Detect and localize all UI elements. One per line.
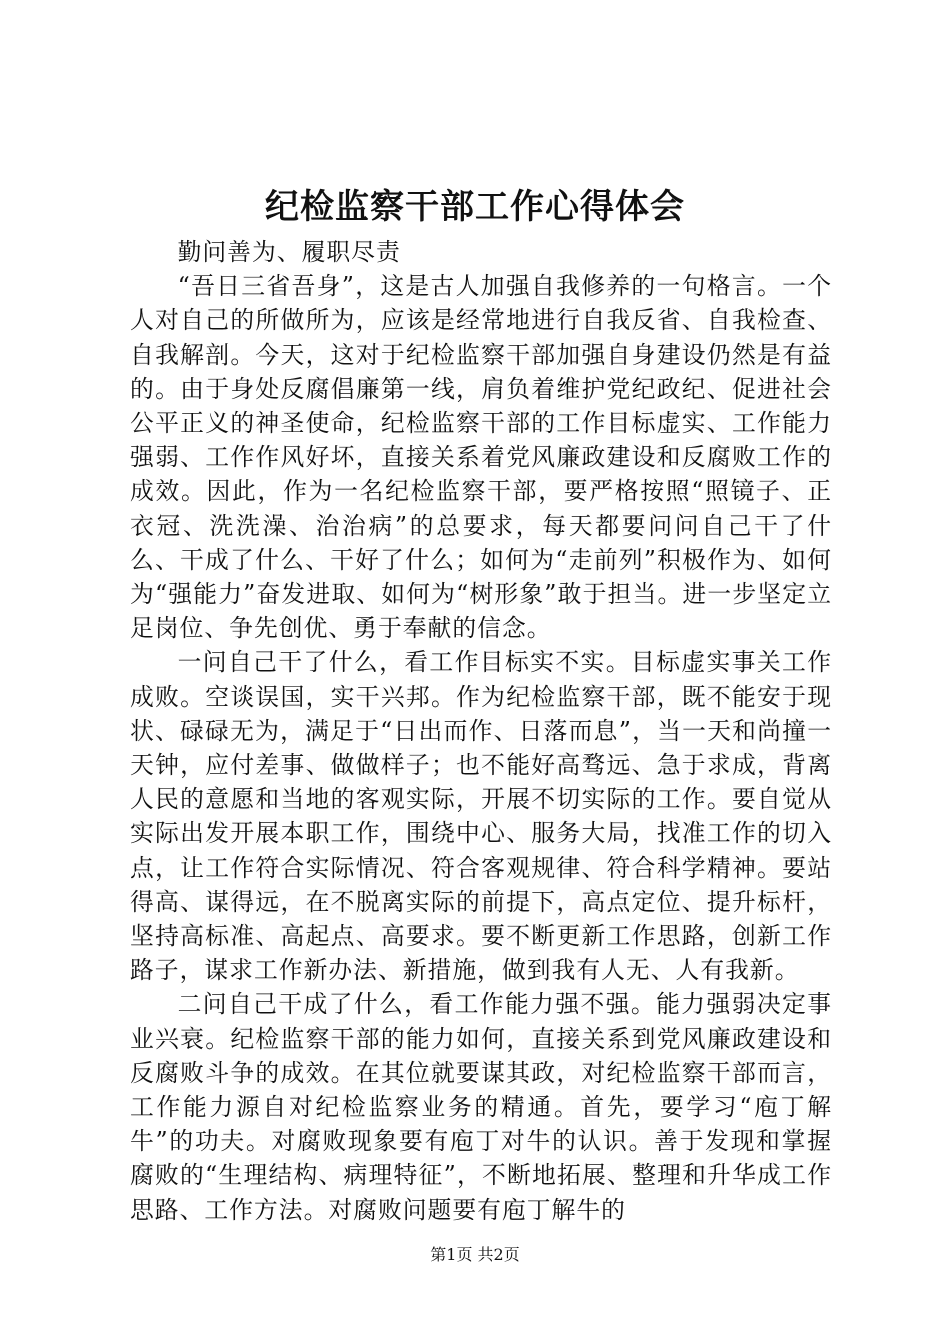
paragraph-subtitle: 勤问善为、履职尽责: [177, 238, 401, 266]
document-body: [130, 235, 832, 1227]
page-number-footer: 第1页 共2页: [430, 1245, 520, 1264]
document-title: 纪检监察干部工作心得体会: [265, 187, 685, 227]
paragraph: 二问自己干成了什么，看工作能力强不强。能力强弱决定事业兴衰。纪检监察干部的能力如何，直接关系到党风廉政建设和反腐败斗争的成效。在其位就要谋其政，对纪检监察干部而言，工作能力源自对纪检监察业务的精通。首先，要学习“庖丁解牛”的功夫。对腐败现象要有庖丁对牛的认识。善于发现和掌握腐败的“生理结构、病理特征”，不断地拓展、整理和升华成工作思路、工作方法。对腐败问题要有庖丁解牛的: [130, 990, 832, 1224]
paragraph: “吾日三省吾身”，这是古人加强自我修养的一句格言。一个人对自己的所做所为，应该是经常地进行自我反省、自我检查、自我解剖。今天，这对于纪检监察干部加强自身建设仍然是有益的。由于身处反腐倡廉第一线，肩负着维护党纪政纪、促进社会公平正义的神圣使命，纪检监察干部的工作目标虚实、工作能力强弱、工作作风好坏，直接关系着党风廉政建设和反腐败工作的成效。因此，作为一名纪检监察干部，要严格按照“照镜子、正衣冠、洗洗澡、治治病”的总要求，每天都要问问自己干了什么、干成了什么、干好了什么；如何为“走前列”积极作为、如何为“强能力”奋发进取、如何为“树形象”敢于担当。进一步坚定立足岗位、争先创优、勇于奉献的信念。: [130, 272, 832, 643]
paragraph: 一问自己干了什么，看工作目标实不实。目标虚实事关工作成败。空谈误国，实干兴邦。作为纪检监察干部，既不能安于现状、碌碌无为，满足于“日出而作、日落而息”，当一天和尚撞一天钟，应付差事、做做样子；也不能好高骛远、急于求成，背离人民的意愿和当地的客观实际，开展不切实际的工作。要自觉从实际出发开展本职工作，围绕中心、服务大局，找准工作的切入点，让工作符合实际情况、符合客观规律、符合科学精神。要站得高、谋得远，在不脱离实际的前提下，高点定位、提升标杆，坚持高标准、高起点、高要求。要不断更新工作思路，创新工作路子，谋求工作新办法、新措施，做到我有人无、人有我新。: [130, 648, 832, 985]
